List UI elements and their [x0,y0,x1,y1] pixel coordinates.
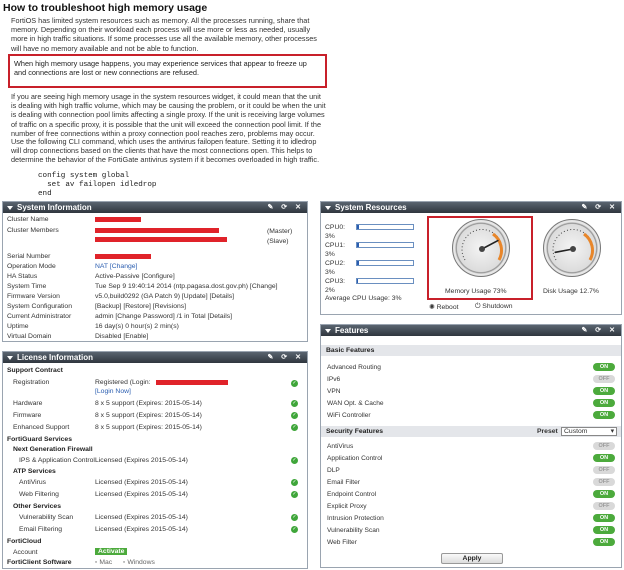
vuln-scan-value: Licensed (Expires 2015-05-14) [95,514,188,521]
current-admin-value[interactable]: admin [Change Password] /1 in Total [Details] [95,313,233,320]
panel-header [3,202,307,213]
collapse-icon[interactable] [7,356,13,360]
shutdown-button[interactable] [475,303,513,311]
check-icon: ✓ [292,412,297,418]
power-icon: ⏻ [475,303,481,310]
panel-controls-icon[interactable]: ✎ ⟳ ✕ [581,204,618,211]
fortiguard-heading: FortiGuard Services [7,436,72,443]
shutdown-label: Shutdown [482,303,513,310]
master-label: (Master) [267,228,293,235]
feature-toggle[interactable]: ON [593,514,615,522]
panel-controls-icon[interactable]: ✎ ⟳ ✕ [267,204,304,211]
doc-paragraph-1: FortiOS has limited system resources such as memory. All the processes running, share that memory. Depending on their workload each process will use more or less as needed, usually more in high traffic situations. If some processes use all the available memory, other processes will have no memory available and not be able to function. [11,16,317,53]
disk-gauge [543,219,601,277]
login-now-link[interactable]: [Login Now] [95,388,131,395]
basic-features-header: Basic Features [321,345,621,356]
check-icon: ✓ [292,424,297,430]
preset-select[interactable] [561,427,617,436]
feature-toggle[interactable]: OFF [593,442,615,450]
feature-toggle[interactable]: ON [593,387,615,395]
uptime-value: 16 day(s) 0 hour(s) 2 min(s) [95,323,179,330]
cpu-bar [356,224,414,230]
panel-title: System Resources [335,203,407,212]
support-contract-heading: Support Contract [7,367,63,374]
feature-label: WAN Opt. & Cache [327,400,384,407]
panel-controls-icon[interactable]: ✎ ⟳ ✕ [267,354,304,361]
cpu-label: CPU2: [325,260,346,267]
row-label: Virtual Domain [7,333,52,340]
panel-header [3,352,307,363]
system-resources-panel [320,201,622,315]
features-panel [320,324,622,568]
panel-controls-icon[interactable]: ✎ ⟳ ✕ [581,327,618,334]
row-label: Serial Number [7,253,51,260]
feature-toggle[interactable]: ON [593,363,615,371]
row-label: Operation Mode [7,263,56,270]
account-label: Account [13,549,38,556]
slave-label: (Slave) [267,238,289,245]
feature-label: Email Filter [327,479,360,486]
hardware-label: Hardware [13,400,43,407]
atp-heading: ATP Services [13,468,56,475]
feature-toggle[interactable]: ON [593,399,615,407]
panel-header [321,325,621,336]
feature-toggle[interactable]: OFF [593,466,615,474]
check-icon: ✓ [292,491,297,497]
check-icon: ✓ [292,514,297,520]
feature-label: WiFi Controller [327,412,371,419]
feature-toggle[interactable]: ON [593,490,615,498]
ngfw-heading: Next Generation Firewall [13,446,93,453]
cpu-bar [356,278,414,284]
row-label: Cluster Name [7,216,49,223]
antivirus-label: AntiVirus [19,479,47,486]
windows-icon: ▫ [123,559,126,566]
panel-header [321,202,621,213]
doc-paragraph-3: Use the following CLI command, which uses the antivirus failopen feature. Setting it to idledrop will drop connections based on the clients that have the most connections open. This helps to determine the behavior of the FortiGate antivirus system if it becomes overloaded in high traffic. [11,137,320,165]
email-filtering-label: Email Filtering [19,526,63,533]
feature-label: DLP [327,467,340,474]
cpu-pct: 3% [325,251,335,258]
hardware-value: 8 x 5 support (Expires: 2015-05-14) [95,400,202,407]
feature-label: IPv6 [327,376,341,383]
check-icon: ✓ [292,380,297,386]
check-icon: ✓ [292,526,297,532]
web-filtering-value: Licensed (Expires 2015-05-14) [95,491,188,498]
other-services-heading: Other Services [13,503,61,510]
web-filtering-label: Web Filtering [19,491,59,498]
feature-label: Intrusion Protection [327,515,384,522]
forticlient-heading: FortiClient Software [7,559,72,566]
row-label: Uptime [7,323,29,330]
system-time-value[interactable]: Tue Sep 9 19:40:14 2014 (ntp.pagasa.dost.gov.ph) [Change] [95,283,278,290]
memory-gauge [452,219,510,277]
system-information-panel [2,201,308,342]
cpu-bar [356,242,414,248]
cpu-pct: 3% [325,269,335,276]
mac-option[interactable] [95,559,112,566]
cpu-bar-fill [357,225,359,229]
antivirus-value: Licensed (Expires 2015-05-14) [95,479,188,486]
panel-title: License Information [17,353,94,362]
enhanced-support-label: Enhanced Support [13,424,70,431]
chevron-down-icon: ▾ [610,428,614,435]
check-icon: ✓ [292,400,297,406]
disk-usage-label: Disk Usage 12.7% [543,288,599,295]
redaction [156,380,228,385]
firmware-value: 8 x 5 support (Expires: 2015-05-14) [95,412,202,419]
check-icon: ✓ [292,479,297,485]
row-label: Current Administrator [7,313,72,320]
row-label: System Time [7,283,47,290]
ips-label: IPS & Application Control [19,457,95,464]
avg-cpu-usage: Average CPU Usage: 3% [325,295,402,302]
windows-option[interactable] [123,559,155,566]
row-label: HA Status [7,273,38,280]
redaction [95,228,219,233]
doc-title: How to troubleshoot high memory usage [3,2,208,14]
feature-label: Application Control [327,455,383,462]
feature-toggle[interactable]: ON [593,538,615,546]
highlight-box: When high memory usage happens, you may experience services that appear to freeze up and connections are lost or new connections are refused. [8,54,327,88]
cpu-bar [356,260,414,266]
row-label: Firmware Version [7,293,60,300]
redaction [95,217,141,222]
ips-value: Licensed (Expires 2015-05-14) [95,457,188,464]
feature-label: Advanced Routing [327,364,381,371]
email-filtering-value: Licensed (Expires 2015-05-14) [95,526,188,533]
license-information-panel [2,351,308,569]
feature-toggle[interactable]: OFF [593,502,615,510]
feature-toggle[interactable]: OFF [593,478,615,486]
doc-paragraph-2: If you are seeing high memory usage in the system resources widget, it could mean that the unit is dealing with high traffic volume, which may be causing the problem, or it could be when the unit is dealing with connection pool limits affecting a single proxy. If the unit is receiving large volumes of traffic on a specific proxy, it is possible that the unit will exceed the connection pool limit. If the number of free connections within a proxy connection pool reaches zero, problems may occur. [11,92,326,138]
feature-label: VPN [327,388,341,395]
check-icon: ✓ [292,457,297,463]
panel-title: System Information [17,203,92,212]
redaction [95,254,151,259]
mac-icon: ▫ [95,559,98,566]
cli-code: config system global set av failopen idledrop end [38,172,157,198]
cpu-bar-fill [357,279,358,283]
cpu-label: CPU1: [325,242,346,249]
preset-value: Custom [564,428,588,435]
redaction [95,237,227,242]
virtual-domain-value[interactable]: Disabled [Enable] [95,333,149,340]
feature-toggle[interactable]: ON [593,526,615,534]
collapse-icon[interactable] [325,329,331,333]
feature-label: Explicit Proxy [327,503,367,510]
memory-usage-label: Memory Usage 73% [445,288,507,295]
apply-button[interactable]: Apply [441,553,503,564]
windows-label: Windows [127,559,155,566]
feature-toggle[interactable]: OFF [593,375,615,383]
cpu-label: CPU0: [325,224,346,231]
row-label: System Configuration [7,303,72,310]
preset-label: Preset [537,428,558,435]
feature-toggle[interactable]: ON [593,411,615,419]
forticloud-heading: FortiCloud [7,538,42,545]
feature-label: Vulnerability Scan [327,527,380,534]
gauge-dial-icon [544,220,602,278]
registration-label: Registration [13,379,50,386]
mac-label: Mac [99,559,113,566]
feature-label: Endpoint Control [327,491,377,498]
firmware-version-value[interactable]: v5.0,build0292 (GA Patch 9) [Update] [Details] [95,293,235,300]
cpu-label: CPU3: [325,278,346,285]
reboot-button[interactable] [429,303,459,311]
feature-label: AntiVirus [327,443,354,450]
registration-value: Registered (Login: [95,379,151,386]
enhanced-support-value: 8 x 5 support (Expires: 2015-05-14) [95,424,202,431]
feature-toggle[interactable]: ON [593,454,615,462]
panel-title: Features [335,326,369,335]
gauge-dial-icon [453,220,511,278]
system-configuration-value[interactable]: [Backup] [Restore] [Revisions] [95,303,187,310]
security-features-header: Security Features [321,426,621,437]
firmware-label: Firmware [13,412,42,419]
cpu-bar-fill [357,243,359,247]
cpu-pct: 3% [325,233,335,240]
row-label: Cluster Members [7,227,59,234]
reboot-label: Reboot [436,304,459,311]
reboot-icon: ✺ [429,304,435,311]
collapse-icon[interactable] [7,206,13,210]
operation-mode-value[interactable]: NAT [Change] [95,263,138,270]
ha-status-value[interactable]: Active-Passive [Configure] [95,273,175,280]
cpu-bar-fill [357,261,359,265]
cpu-pct: 2% [325,287,335,294]
vuln-scan-label: Vulnerability Scan [19,514,74,521]
collapse-icon[interactable] [325,206,331,210]
activate-button[interactable]: Activate [95,548,127,555]
feature-label: Web Filter [327,539,357,546]
